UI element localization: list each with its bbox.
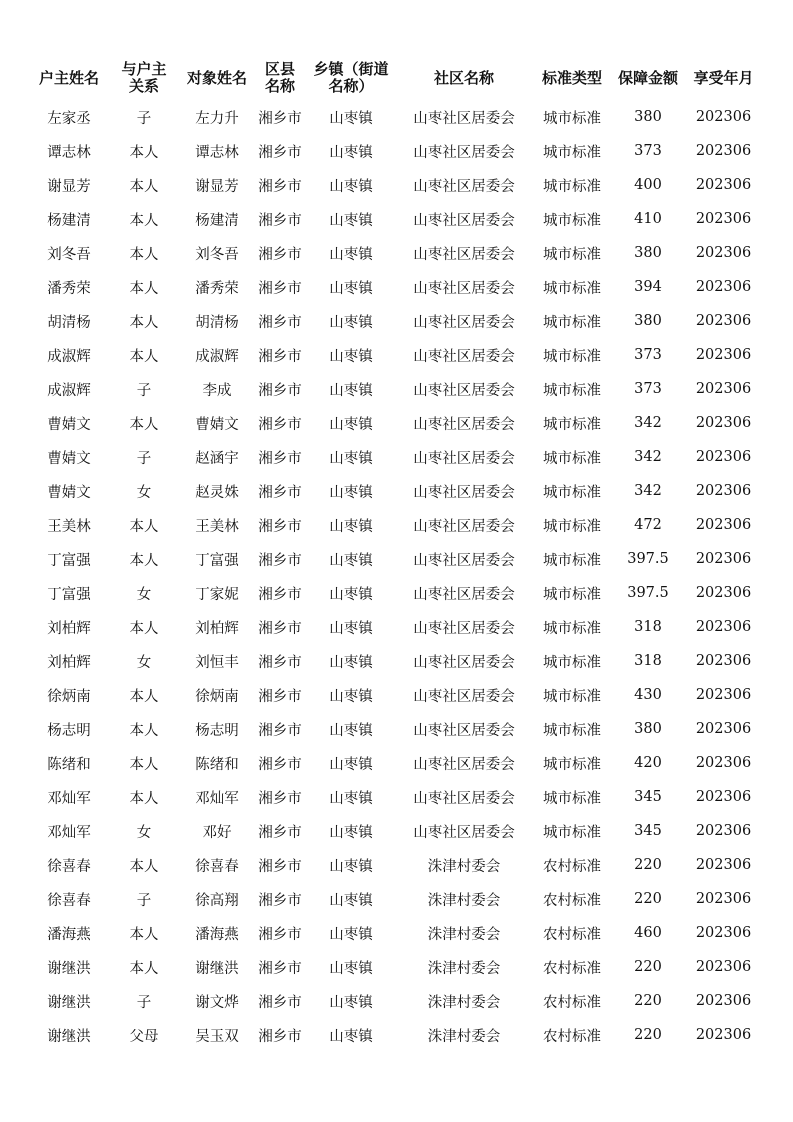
relationship-cell: 子 (136, 382, 152, 399)
recipient-name-cell: 成淑辉 (195, 348, 239, 365)
standard-type-cell: 城市标准 (543, 552, 601, 569)
standard-type-cell: 城市标准 (543, 314, 601, 331)
relationship-cell: 本人 (129, 348, 159, 365)
table-row (30, 236, 763, 270)
standard-type-cell: 城市标准 (543, 450, 601, 467)
householder-name-cell: 邓灿军 (47, 824, 91, 841)
community-cell: 洙津村委会 (427, 960, 501, 977)
relationship-cell: 本人 (129, 688, 159, 705)
householder-name-cell: 杨志明 (47, 722, 91, 739)
table-row (30, 202, 763, 236)
amount-cell: 394 (634, 279, 662, 295)
recipient-name-cell: 赵涵宇 (195, 450, 239, 467)
community-cell: 山枣社区居委会 (413, 110, 515, 127)
township-cell: 山枣镇 (329, 416, 373, 433)
standard-type-cell: 城市标准 (543, 586, 601, 603)
period-cell: 202306 (695, 823, 752, 839)
header-recipient-name: 对象姓名 (186, 68, 247, 87)
county-cell: 湘乡市 (258, 110, 302, 127)
recipient-name-cell: 胡清杨 (195, 314, 239, 331)
standard-type-cell: 城市标准 (543, 518, 601, 535)
township-cell: 山枣镇 (329, 484, 373, 501)
township-cell: 山枣镇 (329, 382, 373, 399)
householder-name-cell: 成淑辉 (47, 382, 91, 399)
community-cell: 洙津村委会 (427, 1028, 501, 1045)
relationship-cell: 本人 (129, 722, 159, 739)
community-cell: 洙津村委会 (427, 926, 501, 943)
county-cell: 湘乡市 (258, 892, 302, 909)
amount-cell: 397.5 (627, 551, 669, 567)
householder-name-cell: 刘柏辉 (47, 620, 91, 637)
amount-cell: 373 (634, 347, 662, 363)
amount-cell: 430 (634, 687, 662, 703)
header-period: 享受年月 (693, 68, 754, 87)
recipient-name-cell: 刘柏辉 (195, 620, 239, 637)
amount-cell: 342 (634, 415, 662, 431)
amount-cell: 380 (634, 313, 662, 329)
amount-cell: 373 (634, 381, 662, 397)
relationship-cell: 本人 (129, 416, 159, 433)
period-cell: 202306 (695, 483, 752, 499)
community-cell: 山枣社区居委会 (413, 144, 515, 161)
householder-name-cell: 左家丞 (47, 110, 91, 127)
table-row (30, 1018, 763, 1052)
amount-cell: 220 (634, 891, 662, 907)
period-cell: 202306 (695, 993, 752, 1009)
relationship-cell: 本人 (129, 756, 159, 773)
table-row (30, 610, 763, 644)
period-cell: 202306 (695, 585, 752, 601)
recipient-name-cell: 曹婧文 (195, 416, 239, 433)
table-row (30, 576, 763, 610)
amount-cell: 220 (634, 993, 662, 1009)
county-cell: 湘乡市 (258, 858, 302, 875)
relationship-cell: 本人 (129, 212, 159, 229)
householder-name-cell: 邓灿军 (47, 790, 91, 807)
period-cell: 202306 (695, 891, 752, 907)
community-cell: 山枣社区居委会 (413, 212, 515, 229)
standard-type-cell: 城市标准 (543, 722, 601, 739)
householder-name-cell: 潘海燕 (47, 926, 91, 943)
period-cell: 202306 (695, 959, 752, 975)
table-row (30, 644, 763, 678)
township-cell: 山枣镇 (329, 144, 373, 161)
table-row (30, 304, 763, 338)
period-cell: 202306 (695, 347, 752, 363)
county-cell: 湘乡市 (258, 620, 302, 637)
table-row (30, 338, 763, 372)
county-cell: 湘乡市 (258, 824, 302, 841)
relationship-cell: 本人 (129, 926, 159, 943)
table-row (30, 134, 763, 168)
householder-name-cell: 谢继洪 (47, 1028, 91, 1045)
standard-type-cell: 农村标准 (543, 960, 601, 977)
township-cell: 山枣镇 (329, 280, 373, 297)
relationship-cell: 子 (136, 110, 152, 127)
recipient-name-cell: 丁富强 (195, 552, 239, 569)
header-standard-type: 标准类型 (541, 68, 602, 87)
community-cell: 山枣社区居委会 (413, 484, 515, 501)
householder-name-cell: 丁富强 (47, 586, 91, 603)
township-cell: 山枣镇 (329, 756, 373, 773)
period-cell: 202306 (695, 687, 752, 703)
township-cell: 山枣镇 (329, 892, 373, 909)
recipient-name-cell: 徐炳南 (195, 688, 239, 705)
township-cell: 山枣镇 (329, 314, 373, 331)
relationship-cell: 本人 (129, 314, 159, 331)
table-row (30, 508, 763, 542)
county-cell: 湘乡市 (258, 552, 302, 569)
community-cell: 山枣社区居委会 (413, 348, 515, 365)
table-row (30, 372, 763, 406)
householder-name-cell: 徐炳南 (47, 688, 91, 705)
amount-cell: 220 (634, 1027, 662, 1043)
period-cell: 202306 (695, 109, 752, 125)
period-cell: 202306 (695, 619, 752, 635)
county-cell: 湘乡市 (258, 960, 302, 977)
standard-type-cell: 城市标准 (543, 484, 601, 501)
table-row (30, 712, 763, 746)
period-cell: 202306 (695, 279, 752, 295)
amount-cell: 220 (634, 857, 662, 873)
recipient-name-cell: 刘恒丰 (195, 654, 239, 671)
county-cell: 湘乡市 (258, 280, 302, 297)
table-row (30, 814, 763, 848)
county-cell: 湘乡市 (258, 484, 302, 501)
period-cell: 202306 (695, 177, 752, 193)
relationship-cell: 本人 (129, 620, 159, 637)
township-cell: 山枣镇 (329, 790, 373, 807)
householder-name-cell: 徐喜春 (47, 892, 91, 909)
householder-name-cell: 陈绪和 (47, 756, 91, 773)
county-cell: 湘乡市 (258, 348, 302, 365)
amount-cell: 342 (634, 483, 662, 499)
township-cell: 山枣镇 (329, 654, 373, 671)
standard-type-cell: 城市标准 (543, 246, 601, 263)
county-cell: 湘乡市 (258, 144, 302, 161)
period-cell: 202306 (695, 1027, 752, 1043)
township-cell: 山枣镇 (329, 960, 373, 977)
relationship-cell: 本人 (129, 246, 159, 263)
relationship-cell: 本人 (129, 552, 159, 569)
period-cell: 202306 (695, 755, 752, 771)
householder-name-cell: 杨建清 (47, 212, 91, 229)
community-cell: 山枣社区居委会 (413, 620, 515, 637)
relationship-cell: 子 (136, 994, 152, 1011)
standard-type-cell: 农村标准 (543, 1028, 601, 1045)
period-cell: 202306 (695, 653, 752, 669)
table-row (30, 882, 763, 916)
recipient-name-cell: 刘冬吾 (195, 246, 239, 263)
table-row (30, 746, 763, 780)
township-cell: 山枣镇 (329, 620, 373, 637)
county-cell: 湘乡市 (258, 586, 302, 603)
standard-type-cell: 城市标准 (543, 382, 601, 399)
table-row (30, 406, 763, 440)
period-cell: 202306 (695, 925, 752, 941)
period-cell: 202306 (695, 789, 752, 805)
relationship-cell: 本人 (129, 960, 159, 977)
period-cell: 202306 (695, 313, 752, 329)
householder-name-cell: 成淑辉 (47, 348, 91, 365)
standard-type-cell: 城市标准 (543, 416, 601, 433)
community-cell: 山枣社区居委会 (413, 280, 515, 297)
standard-type-cell: 城市标准 (543, 178, 601, 195)
recipient-name-cell: 谢显芳 (195, 178, 239, 195)
table-row (30, 440, 763, 474)
header-township: 乡镇（街道 名称） (313, 60, 389, 95)
amount-cell: 400 (634, 177, 662, 193)
header-county: 区县 名称 (264, 60, 295, 95)
householder-name-cell: 曹婧文 (47, 450, 91, 467)
community-cell: 山枣社区居委会 (413, 586, 515, 603)
relationship-cell: 子 (136, 450, 152, 467)
header-householder-name: 户主姓名 (38, 68, 99, 87)
county-cell: 湘乡市 (258, 1028, 302, 1045)
period-cell: 202306 (695, 143, 752, 159)
amount-cell: 318 (634, 619, 662, 635)
township-cell: 山枣镇 (329, 552, 373, 569)
amount-cell: 380 (634, 721, 662, 737)
relationship-cell: 本人 (129, 178, 159, 195)
county-cell: 湘乡市 (258, 756, 302, 773)
township-cell: 山枣镇 (329, 824, 373, 841)
householder-name-cell: 刘柏辉 (47, 654, 91, 671)
county-cell: 湘乡市 (258, 450, 302, 467)
county-cell: 湘乡市 (258, 212, 302, 229)
householder-name-cell: 徐喜春 (47, 858, 91, 875)
county-cell: 湘乡市 (258, 382, 302, 399)
relationship-cell: 女 (136, 484, 152, 501)
community-cell: 洙津村委会 (427, 994, 501, 1011)
amount-cell: 460 (634, 925, 662, 941)
standard-type-cell: 城市标准 (543, 144, 601, 161)
county-cell: 湘乡市 (258, 926, 302, 943)
table-row (30, 270, 763, 304)
table-row (30, 848, 763, 882)
recipient-name-cell: 谭志林 (195, 144, 239, 161)
amount-cell: 420 (634, 755, 662, 771)
relationship-cell: 女 (136, 824, 152, 841)
table-row (30, 542, 763, 576)
county-cell: 湘乡市 (258, 178, 302, 195)
community-cell: 山枣社区居委会 (413, 382, 515, 399)
amount-cell: 380 (634, 109, 662, 125)
county-cell: 湘乡市 (258, 994, 302, 1011)
township-cell: 山枣镇 (329, 110, 373, 127)
standard-type-cell: 农村标准 (543, 892, 601, 909)
table-row (30, 678, 763, 712)
relationship-cell: 子 (136, 892, 152, 909)
amount-cell: 373 (634, 143, 662, 159)
community-cell: 山枣社区居委会 (413, 756, 515, 773)
recipient-name-cell: 赵灵姝 (195, 484, 239, 501)
community-cell: 山枣社区居委会 (413, 552, 515, 569)
standard-type-cell: 农村标准 (543, 858, 601, 875)
table-body (30, 100, 763, 1052)
township-cell: 山枣镇 (329, 212, 373, 229)
recipient-name-cell: 李成 (202, 382, 232, 399)
standard-type-cell: 城市标准 (543, 654, 601, 671)
township-cell: 山枣镇 (329, 688, 373, 705)
community-cell: 山枣社区居委会 (413, 416, 515, 433)
recipient-name-cell: 邓灿军 (195, 790, 239, 807)
amount-cell: 472 (634, 517, 662, 533)
header-community: 社区名称 (433, 68, 494, 87)
community-cell: 山枣社区居委会 (413, 654, 515, 671)
householder-name-cell: 曹婧文 (47, 416, 91, 433)
period-cell: 202306 (695, 211, 752, 227)
amount-cell: 318 (634, 653, 662, 669)
standard-type-cell: 城市标准 (543, 348, 601, 365)
county-cell: 湘乡市 (258, 518, 302, 535)
header-relationship: 与户主 关系 (121, 60, 167, 95)
recipient-name-cell: 潘秀荣 (195, 280, 239, 297)
recipient-name-cell: 潘海燕 (195, 926, 239, 943)
amount-cell: 342 (634, 449, 662, 465)
township-cell: 山枣镇 (329, 722, 373, 739)
county-cell: 湘乡市 (258, 314, 302, 331)
amount-cell: 345 (634, 789, 662, 805)
recipient-name-cell: 谢继洪 (195, 960, 239, 977)
relationship-cell: 本人 (129, 518, 159, 535)
standard-type-cell: 城市标准 (543, 110, 601, 127)
relationship-cell: 本人 (129, 280, 159, 297)
assistance-roster-table (30, 56, 763, 1052)
householder-name-cell: 丁富强 (47, 552, 91, 569)
standard-type-cell: 城市标准 (543, 620, 601, 637)
table-row (30, 780, 763, 814)
community-cell: 山枣社区居委会 (413, 450, 515, 467)
period-cell: 202306 (695, 857, 752, 873)
township-cell: 山枣镇 (329, 246, 373, 263)
relationship-cell: 女 (136, 586, 152, 603)
amount-cell: 380 (634, 245, 662, 261)
recipient-name-cell: 王美林 (195, 518, 239, 535)
relationship-cell: 女 (136, 654, 152, 671)
township-cell: 山枣镇 (329, 1028, 373, 1045)
county-cell: 湘乡市 (258, 790, 302, 807)
relationship-cell: 本人 (129, 858, 159, 875)
community-cell: 山枣社区居委会 (413, 178, 515, 195)
recipient-name-cell: 陈绪和 (195, 756, 239, 773)
county-cell: 湘乡市 (258, 246, 302, 263)
period-cell: 202306 (695, 721, 752, 737)
recipient-name-cell: 邓好 (202, 824, 232, 841)
header-amount: 保障金额 (617, 68, 678, 87)
recipient-name-cell: 左力升 (195, 110, 239, 127)
standard-type-cell: 农村标准 (543, 926, 601, 943)
period-cell: 202306 (695, 415, 752, 431)
householder-name-cell: 胡清杨 (47, 314, 91, 331)
township-cell: 山枣镇 (329, 348, 373, 365)
township-cell: 山枣镇 (329, 178, 373, 195)
header-row (30, 56, 763, 100)
county-cell: 湘乡市 (258, 416, 302, 433)
community-cell: 山枣社区居委会 (413, 518, 515, 535)
standard-type-cell: 城市标准 (543, 280, 601, 297)
householder-name-cell: 谭志林 (47, 144, 91, 161)
relationship-cell: 本人 (129, 144, 159, 161)
township-cell: 山枣镇 (329, 926, 373, 943)
township-cell: 山枣镇 (329, 518, 373, 535)
community-cell: 山枣社区居委会 (413, 688, 515, 705)
amount-cell: 220 (634, 959, 662, 975)
recipient-name-cell: 徐高翔 (195, 892, 239, 909)
standard-type-cell: 农村标准 (543, 994, 601, 1011)
county-cell: 湘乡市 (258, 722, 302, 739)
period-cell: 202306 (695, 551, 752, 567)
township-cell: 山枣镇 (329, 858, 373, 875)
table-row (30, 950, 763, 984)
county-cell: 湘乡市 (258, 654, 302, 671)
community-cell: 山枣社区居委会 (413, 722, 515, 739)
county-cell: 湘乡市 (258, 688, 302, 705)
recipient-name-cell: 徐喜春 (195, 858, 239, 875)
community-cell: 山枣社区居委会 (413, 246, 515, 263)
township-cell: 山枣镇 (329, 450, 373, 467)
householder-name-cell: 刘冬吾 (47, 246, 91, 263)
table-row (30, 100, 763, 134)
standard-type-cell: 城市标准 (543, 756, 601, 773)
relationship-cell: 父母 (129, 1028, 159, 1045)
standard-type-cell: 城市标准 (543, 790, 601, 807)
householder-name-cell: 潘秀荣 (47, 280, 91, 297)
amount-cell: 397.5 (627, 585, 669, 601)
householder-name-cell: 谢继洪 (47, 994, 91, 1011)
householder-name-cell: 谢继洪 (47, 960, 91, 977)
recipient-name-cell: 吴玉双 (195, 1028, 239, 1045)
amount-cell: 410 (634, 211, 662, 227)
community-cell: 洙津村委会 (427, 858, 501, 875)
community-cell: 洙津村委会 (427, 892, 501, 909)
standard-type-cell: 城市标准 (543, 824, 601, 841)
recipient-name-cell: 杨志明 (195, 722, 239, 739)
table-row (30, 168, 763, 202)
township-cell: 山枣镇 (329, 586, 373, 603)
table-row (30, 916, 763, 950)
amount-cell: 345 (634, 823, 662, 839)
recipient-name-cell: 杨建清 (195, 212, 239, 229)
relationship-cell: 本人 (129, 790, 159, 807)
table-row (30, 984, 763, 1018)
period-cell: 202306 (695, 381, 752, 397)
community-cell: 山枣社区居委会 (413, 824, 515, 841)
period-cell: 202306 (695, 245, 752, 261)
recipient-name-cell: 谢文烨 (195, 994, 239, 1011)
standard-type-cell: 城市标准 (543, 212, 601, 229)
standard-type-cell: 城市标准 (543, 688, 601, 705)
township-cell: 山枣镇 (329, 994, 373, 1011)
householder-name-cell: 王美林 (47, 518, 91, 535)
period-cell: 202306 (695, 449, 752, 465)
community-cell: 山枣社区居委会 (413, 314, 515, 331)
period-cell: 202306 (695, 517, 752, 533)
householder-name-cell: 谢显芳 (47, 178, 91, 195)
householder-name-cell: 曹婧文 (47, 484, 91, 501)
recipient-name-cell: 丁家妮 (195, 586, 239, 603)
table-row (30, 474, 763, 508)
community-cell: 山枣社区居委会 (413, 790, 515, 807)
